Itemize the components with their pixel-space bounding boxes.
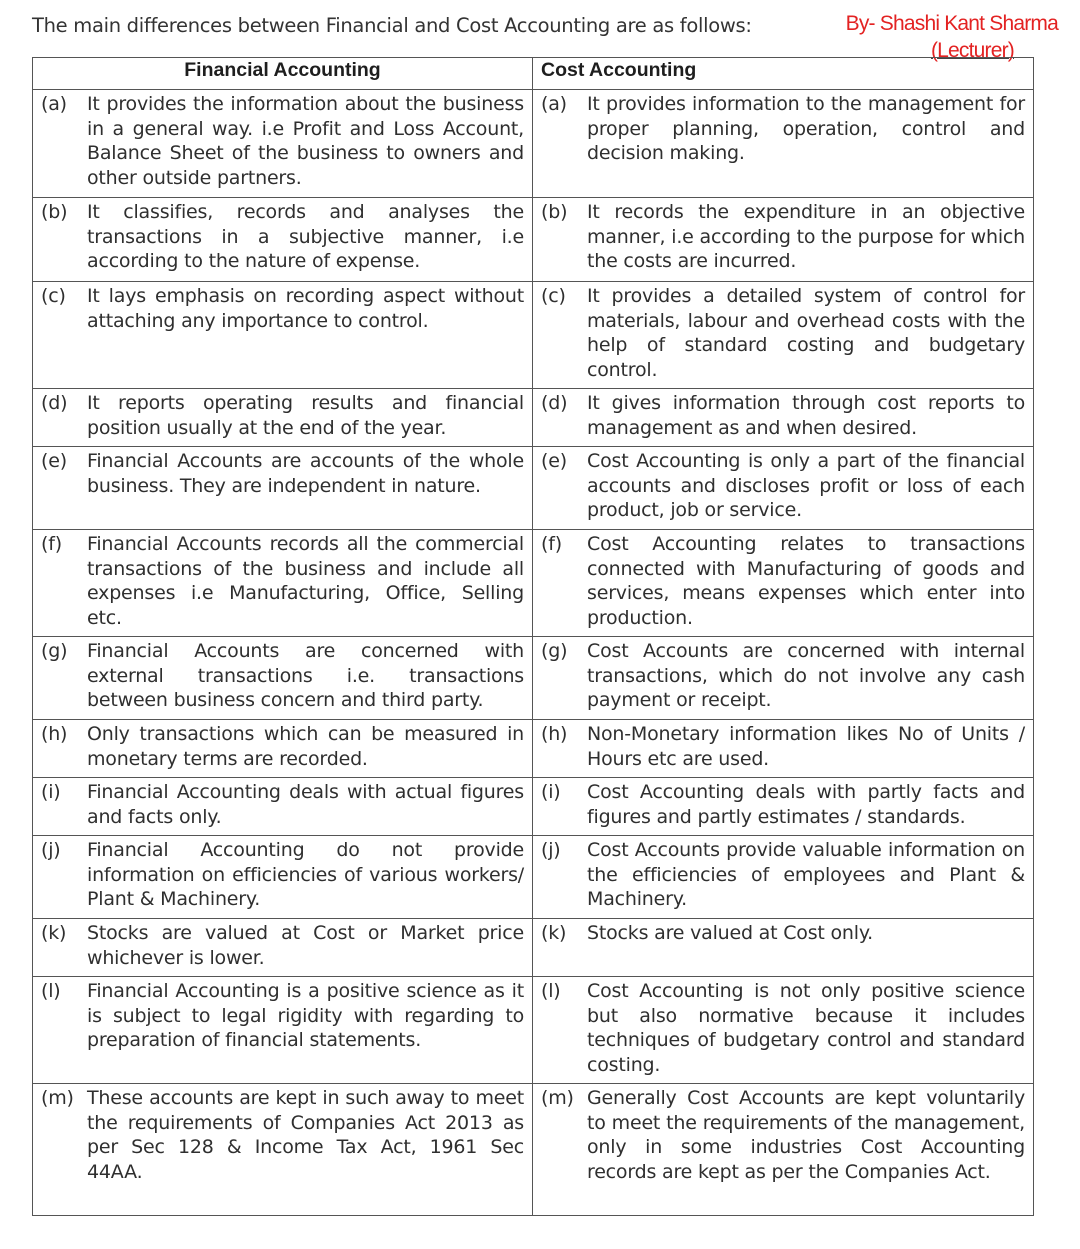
- point-text: Financial Accounts records all the commercial transactions of the business and include all expenses i.e Manufacturing, Office, Selling etc.: [87, 533, 524, 629]
- table-row: [33, 919, 1034, 977]
- table-row: [33, 977, 1034, 1084]
- point-text: Cost Accounts are concerned with internal transactions, which do not involve any cash payment or receipt.: [587, 640, 1025, 711]
- point-label: (k): [41, 922, 67, 944]
- point-text: Financial Accounts are accounts of the whole business. They are independent in nature.: [87, 450, 524, 497]
- financial-point: [41, 532, 524, 630]
- cost-point: [541, 722, 1025, 771]
- point-label: (j): [41, 839, 61, 861]
- point-text: Only transactions which can be measured in monetary terms are recorded.: [87, 723, 524, 770]
- cost-cell: [533, 778, 1034, 836]
- cost-point: [541, 532, 1025, 630]
- point-label: (k): [541, 922, 567, 944]
- cost-cell: [533, 977, 1034, 1084]
- cost-cell: [533, 836, 1034, 919]
- point-text: It classifies, records and analyses the transactions in a subjective manner, i.e according to the nature of expense.: [87, 201, 524, 272]
- cost-point: [541, 921, 1025, 946]
- point-text: It gives information through cost reports to management as and when desired.: [587, 392, 1025, 439]
- cost-cell: [533, 637, 1034, 720]
- point-text: It lays emphasis on recording aspect without attaching any importance to control.: [87, 285, 524, 332]
- point-text: Cost Accounting deals with partly facts and figures and partly estimates / standards.: [587, 781, 1025, 828]
- cost-cell: [533, 389, 1034, 447]
- financial-cell: [33, 282, 533, 389]
- table-header-row: [33, 58, 1034, 90]
- financial-cell: [33, 447, 533, 530]
- point-label: (a): [541, 93, 567, 115]
- point-label: (i): [541, 781, 561, 803]
- financial-cell: [33, 1084, 533, 1216]
- point-text: It provides a detailed system of control for materials, labour and overhead costs with the help of standard costing and budgetary control.: [587, 285, 1025, 381]
- financial-point: [41, 838, 524, 912]
- cost-cell: [533, 90, 1034, 198]
- financial-cell: [33, 919, 533, 977]
- table-row: [33, 1084, 1034, 1216]
- point-label: (c): [41, 285, 66, 307]
- author-name: By- Shashi Kant Sharma: [845, 12, 1058, 35]
- point-label: (f): [541, 533, 562, 555]
- point-label: (e): [41, 450, 67, 472]
- cost-point: [541, 979, 1025, 1077]
- cost-cell: [533, 198, 1034, 282]
- financial-point: [41, 780, 524, 829]
- financial-point: [41, 639, 524, 713]
- table-row: [33, 90, 1034, 198]
- financial-cell: [33, 977, 533, 1084]
- cost-point: [541, 284, 1025, 382]
- point-label: (i): [41, 781, 61, 803]
- cost-point: [541, 449, 1025, 523]
- cost-cell: [533, 447, 1034, 530]
- financial-cell: [33, 637, 533, 720]
- author-role: (Lecturer): [930, 39, 1014, 62]
- cost-point: [541, 92, 1025, 166]
- point-label: (b): [541, 201, 568, 223]
- header-cost-accounting: Cost Accounting: [533, 58, 1034, 90]
- cost-cell: [533, 919, 1034, 977]
- intro-text: The main differences between Financial and Cost Accounting are as follows:: [32, 14, 752, 37]
- table-row: [33, 282, 1034, 389]
- point-label: (h): [41, 723, 68, 745]
- table-row: [33, 637, 1034, 720]
- financial-cell: [33, 720, 533, 778]
- cost-point: [541, 780, 1025, 829]
- point-text: Stocks are valued at Cost only.: [587, 922, 874, 944]
- financial-point: [41, 284, 524, 333]
- point-label: (j): [541, 839, 561, 861]
- point-label: (d): [41, 392, 68, 414]
- point-label: (l): [541, 980, 561, 1002]
- table-row: [33, 720, 1034, 778]
- financial-point: [41, 722, 524, 771]
- point-text: Financial Accounting is a positive science as it is subject to legal rigidity with regarding to preparation of financial statements.: [87, 980, 524, 1051]
- cost-cell: [533, 530, 1034, 637]
- table-row: [33, 836, 1034, 919]
- point-label: (d): [541, 392, 568, 414]
- point-text: Non-Monetary information likes No of Units / Hours etc are used.: [587, 723, 1025, 770]
- table-row: [33, 389, 1034, 447]
- financial-cell: [33, 389, 533, 447]
- point-text: Financial Accounts are concerned with external transactions i.e. transactions between business concern and third party.: [87, 640, 524, 711]
- point-label: (h): [541, 723, 568, 745]
- cost-point: [541, 200, 1025, 274]
- point-label: (a): [41, 93, 67, 115]
- financial-cell: [33, 530, 533, 637]
- table-row: [33, 198, 1034, 282]
- point-label: (e): [541, 450, 567, 472]
- point-text: It provides the information about the business in a general way. i.e Profit and Loss Account, Balance Sheet of the business to owners and other outside partners.: [87, 93, 524, 189]
- point-label: (c): [541, 285, 566, 307]
- table-row: [33, 530, 1034, 637]
- point-label: (g): [541, 640, 568, 662]
- point-text: Financial Accounting deals with actual figures and facts only.: [87, 781, 524, 828]
- cost-point: [541, 639, 1025, 713]
- financial-point: [41, 1086, 524, 1184]
- point-text: It provides information to the management for proper planning, operation, control and decision making.: [587, 93, 1025, 164]
- cost-point: [541, 838, 1025, 912]
- author-credit: [843, 10, 1058, 64]
- financial-cell: [33, 836, 533, 919]
- cost-cell: [533, 720, 1034, 778]
- point-text: Financial Accounting do not provide information on efficiencies of various workers/ Plant & Machinery.: [87, 839, 524, 910]
- cost-point: [541, 1086, 1025, 1184]
- point-label: (g): [41, 640, 68, 662]
- financial-point: [41, 92, 524, 190]
- financial-point: [41, 921, 524, 970]
- table-row: [33, 447, 1034, 530]
- point-text: Cost Accounting relates to transactions connected with Manufacturing of goods and services, means expenses which enter into production.: [587, 533, 1025, 629]
- point-label: (m): [541, 1087, 574, 1109]
- financial-cell: [33, 198, 533, 282]
- point-label: (f): [41, 533, 62, 555]
- point-text: It reports operating results and financial position usually at the end of the year.: [87, 392, 524, 439]
- point-text: It records the expenditure in an objective manner, i.e according to the purpose for which the costs are incurred.: [587, 201, 1025, 272]
- table-row: [33, 778, 1034, 836]
- point-text: Cost Accounting is only a part of the financial accounts and discloses profit or loss of each product, job or service.: [587, 450, 1025, 521]
- cost-cell: [533, 282, 1034, 389]
- cost-cell: [533, 1084, 1034, 1216]
- financial-cell: [33, 90, 533, 198]
- header-financial-accounting: Financial Accounting: [33, 58, 533, 90]
- point-text: These accounts are kept in such away to meet the requirements of Companies Act 2013 as per Sec 128 & Income Tax Act, 1961 Sec 44AA.: [87, 1087, 524, 1183]
- point-label: (l): [41, 980, 61, 1002]
- point-text: Stocks are valued at Cost or Market price whichever is lower.: [87, 922, 524, 969]
- point-label: (b): [41, 201, 68, 223]
- comparison-table: [32, 57, 1034, 1216]
- financial-point: [41, 200, 524, 274]
- point-text: Generally Cost Accounts are kept voluntarily to meet the requirements of the management, only in some industries Cost Accounting records are kept as per the Companies Act.: [587, 1087, 1025, 1183]
- point-label: (m): [41, 1087, 74, 1109]
- financial-point: [41, 391, 524, 440]
- financial-point: [41, 979, 524, 1053]
- financial-cell: [33, 778, 533, 836]
- point-text: Cost Accounting is not only positive science but also normative because it includes techniques of budgetary control and standard costing.: [587, 980, 1025, 1076]
- financial-point: [41, 449, 524, 498]
- point-text: Cost Accounts provide valuable information on the efficiencies of employees and Plant & Machinery.: [587, 839, 1025, 910]
- table-body: [33, 90, 1034, 1216]
- cost-point: [541, 391, 1025, 440]
